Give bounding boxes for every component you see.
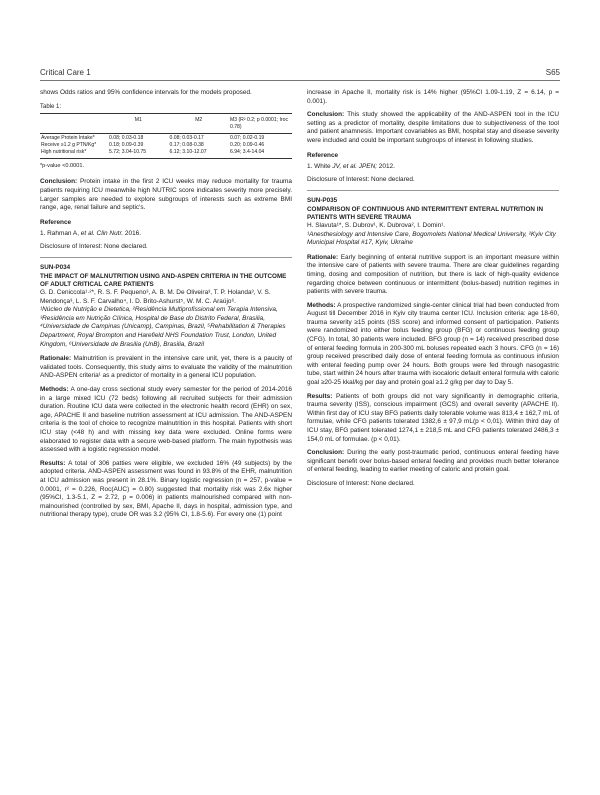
abstract-title: COMPARISON OF CONTINUOUS AND INTERMITTENT ENTERAL NUTRITION IN PATIENTS WITH SEVERE TRAUMA: [307, 205, 544, 221]
conclusion-paragraph: [307, 449, 559, 475]
reference-authors: 1. White: [307, 163, 333, 171]
conclusion-label: Conclusion:: [307, 111, 345, 119]
disclosure-text: Disclosure of Interest: None declared.: [40, 242, 148, 250]
table-cell: 0.08; 0.03-0.18: [109, 134, 144, 141]
abstract-authors: H. Slavuta¹*, S. Dubrov¹, K. Dubrova², I. Domin¹.: [307, 221, 446, 229]
reference-item: [307, 163, 559, 172]
disclosure-text: Disclosure of Interest: None declared.: [307, 479, 415, 487]
methods-paragraph: [40, 386, 292, 455]
page-number: S65: [545, 68, 560, 77]
table-header-cell: M1: [108, 114, 168, 134]
divider: [40, 257, 292, 258]
abstract-affiliations: ¹Anesthesiology and Intensive Care, Bogomolets National Medical University, ²Kyiv City Municipal Hospital #17, Kyiv, Ukraine: [307, 230, 556, 247]
left-column: [40, 89, 292, 525]
table-row: [40, 134, 292, 142]
methods-text: A prospective randomized single-center clinical trial had been conducted from August till December 2016 in Kyiv city trauma center ICU. Inclusion criteria: age 18-60, trauma severity ≥15 points (ISS score) and informed consent of participation. Patients were randomized into either bolus feeding group (BFG) or continuous feeding group (CFG). In total, 30 patients were included. BFG group (n = 14) received prescribed dose of enteral feeding formula in 200-300 mL boluses repeated each 3 hours. CFG (n = 16) group received prescribed daily dose of enteral feeding formula as continuous infusion with enteral feeding pump over 24 hours. Both groups were fed through nasogastric tube, start within 24 hours after trauma with isocaloric default enteral formula with caloric goal ≥20-25 kkal/kg per day and protein goal ≥1.2 g/kg per day to Day 5.: [307, 301, 559, 387]
rationale-text: Early beginning of enteral nutritive support is an important measure within the intensive care of patients with severe trauma. There are clear guidelines regarding timing, dosing and composition of nutrition, but there is lack of high-quality evidence regarding choice between continuous or intermittent (bolus-based) nutrition regimes in patients with severe trauma.: [307, 253, 559, 296]
conclusion-label: Conclusion:: [40, 178, 78, 186]
abstract-title: THE IMPACT OF MALNUTRITION USING AND-ASPEN CRITERIA IN THE OUTCOME OF ADULT CRITICAL CARE PATIENTS: [40, 272, 287, 288]
table-cell: Receive ≥1.2 g PTN/Kg*: [41, 141, 97, 148]
table-header-cell: M2: [169, 114, 229, 134]
abstract-affiliations: ¹Núcleo de Nutrição e Dietetica, ²Residência Multiprofissional em Terapia Intensiva, ³Residência em Nutrição Clínica, Hospital de Base do Distrito Federal, Brasilia, ⁴Universidade de Campinas (Unicamp), Campinas, Brazil, ⁵Rehabilitation & Therapies Department, Royal Brompton and Harefield NHS Foundation Trust, London, United Kingdom, ⁶Universidade de Brasilia (UnB), Brasilia, Brazil: [40, 306, 286, 348]
table-row: [40, 149, 292, 158]
rationale-paragraph: [307, 254, 559, 297]
abstract-id: SUN-P035: [307, 197, 338, 205]
rationale-label: Rationale:: [40, 355, 72, 363]
running-header: [40, 68, 560, 81]
reference-year: 2012.: [377, 163, 395, 171]
results-label: Results:: [40, 459, 66, 467]
table-cell: Average Protein Intake*: [41, 134, 95, 141]
table-header-cell: M3 (R² 0.2; p 0.0001; Iroc 0.78): [229, 114, 292, 134]
continued-text: increase in Apache II, mortality risk is 14% higher (95%CI 1.09-1.19, Z = 6.14, p = 0.001).: [307, 89, 559, 105]
methods-paragraph: [307, 302, 559, 388]
rationale-label: Rationale:: [307, 253, 339, 261]
reference-authors: 1. Rahman A,: [40, 230, 81, 238]
divider: [307, 190, 559, 191]
rationale-text: Malnutrition is prevalent in the intensive care unit, yet, there is a paucity of validated tools. Consequently, this study aims to evaluate the validity of the malnutrition AND-ASPEN criteria¹ as a predictor of mortality in a general ICU population.: [40, 355, 292, 380]
table-cell: 5.72; 3.04-10.75: [108, 149, 168, 158]
methods-text: A one-day cross sectional study every semester for the period of 2014-2016 in a large mixed ICU (72 beds) following all recruited subjects for their admission duration. Routine ICU data were collected in the electronic health record (EHR) on sex, age, APACHE II and baseline nutrition assessment at ICU admission. The AND-ASPEN criteria is the tool of choice to recognize malnutrition in this hospital. Patients with short ICU stay (<48 h) and with missing key data were excluded. Online forms were elaborated to register data with a secure web-based platform. The main hypothesis was assessed with a logistic regression model.: [40, 386, 292, 454]
table-cell: 6.12; 3.10-12.07: [169, 149, 229, 158]
abstract-id: SUN-P034: [40, 264, 71, 272]
rationale-paragraph: [40, 355, 292, 381]
results-label: Results:: [307, 392, 333, 400]
table-header-cell: [40, 114, 108, 134]
conclusion-text: Protein intake in the first 2 ICU weeks may reduce mortality for trauma patients requiring ICU meanwhile high NUTRIC score indicates severity more precisely. Larger samples are needed to explore subgroups of interests such as extreme BMI range, age, renal failure and septic's.: [40, 178, 292, 212]
results-paragraph: [40, 460, 292, 520]
journal-title: Critical Care 1: [40, 68, 91, 77]
table-footnote: *p-value <0.0001.: [40, 162, 85, 169]
reference-journal: JV, et al. JPEN;: [332, 163, 378, 171]
methods-label: Methods:: [307, 301, 336, 309]
results-table: [40, 113, 292, 159]
table-cell: 0.07; 0.02-0.19: [229, 134, 265, 141]
intro-text: shows Odds ratios and 95% confidence intervals for the models proposed.: [40, 89, 252, 96]
table-cell: 0.08; 0.03-0.17: [169, 134, 204, 141]
table-header-row: [40, 114, 292, 134]
results-text: Patients of both groups did not vary significantly in demographic criteria, trauma severity (ISS), conscious impairment (GCS) and overall severity (APACHE II). Within first day of ICU stay BFG patients daily tolerable volume was 813,4 ± 162,7 mL of formulae, while CFG patients tolerated 1382,6 ± 97,9 mL(p < 0,01). Within third day of ICU stay, BFG patient tolerated 1274,1 ± 218,5 mL and CFG patients tolerated 2486,3 ± 154,0 mL of formulae. (p < 0,01).: [307, 392, 559, 443]
table-cell: 6.94; 3.4-14.04: [229, 149, 292, 158]
reference-heading: Reference: [307, 151, 339, 159]
results-text: A total of 306 patties were eligible, we excluded 16% (49 subjects) by the adopted criteria. AND-ASPEN assessment was found in 93.8% of the EHR, malnutrition at ICU admission was present in 28.1%. Binary logistic regression (n = 257, p-value = 0.0001, r² = 0.226, Roc(AUC) = 0.80) suggested that mortality risk was 2.6x higher (95%CI, 1.3-5.1, Z = 2.72, p = 0.006) in patients malnourished compared with non-malnourished (controlled by sex, BMI, Apache II, days in hospital, admission type, and nutritional therapy type), crude OR was 3.2 (95% CI, 1.8-5.6). For every one (1) point: [40, 459, 292, 519]
reference-heading: Reference: [40, 218, 72, 226]
table-caption: Table 1:: [40, 103, 62, 110]
reference-year: 2016.: [123, 230, 142, 238]
conclusion-paragraph: [307, 111, 559, 145]
conclusion-text: During the early post-traumatic period, continuous enteral feeding have significant benefit over bolus-based enteral feeding and provides much better tolerance of enteral feeding, leading to earlier meeting of caloric and protein goal.: [307, 449, 559, 474]
conclusion-paragraph: [40, 178, 292, 212]
table-row: [40, 141, 292, 148]
table-cell: 0.20; 0.09-0.46: [229, 141, 265, 148]
abstract-authors: G. D. Ceniccola¹·²*, R. S. F. Pequeno³, A. B. M. De Oliveira³, T. P. Holanda³, V. S. Mendonça³, L. S. F. Carvalho⁴, I. D. Brito-Ashurst⁵, W. M. C. Araújo⁶.: [40, 289, 271, 305]
methods-label: Methods:: [40, 386, 69, 394]
table-cell: 0.18; 0.09-0.39: [109, 141, 144, 148]
reference-item: [40, 230, 292, 239]
right-column: [307, 89, 559, 495]
results-paragraph: [307, 393, 559, 445]
disclosure-text: Disclosure of Interest: None declared.: [307, 175, 415, 183]
conclusion-label: Conclusion:: [307, 449, 345, 457]
table-cell: 0.17; 0.08-0.38: [169, 141, 204, 148]
table-cell: High nutritional risk*: [40, 149, 108, 158]
reference-journal: et al. Clin Nutr.: [80, 230, 124, 238]
conclusion-text: This study showed the applicability of the AND-ASPEN tool in the ICU setting as a predictor of mortality, despite limitations due to subjectiveness of the tool and patient anamnesis. Important covariables as BMI, hospital stay and disease severity were included and could be important subgroups of interest in following studies.: [307, 111, 559, 144]
